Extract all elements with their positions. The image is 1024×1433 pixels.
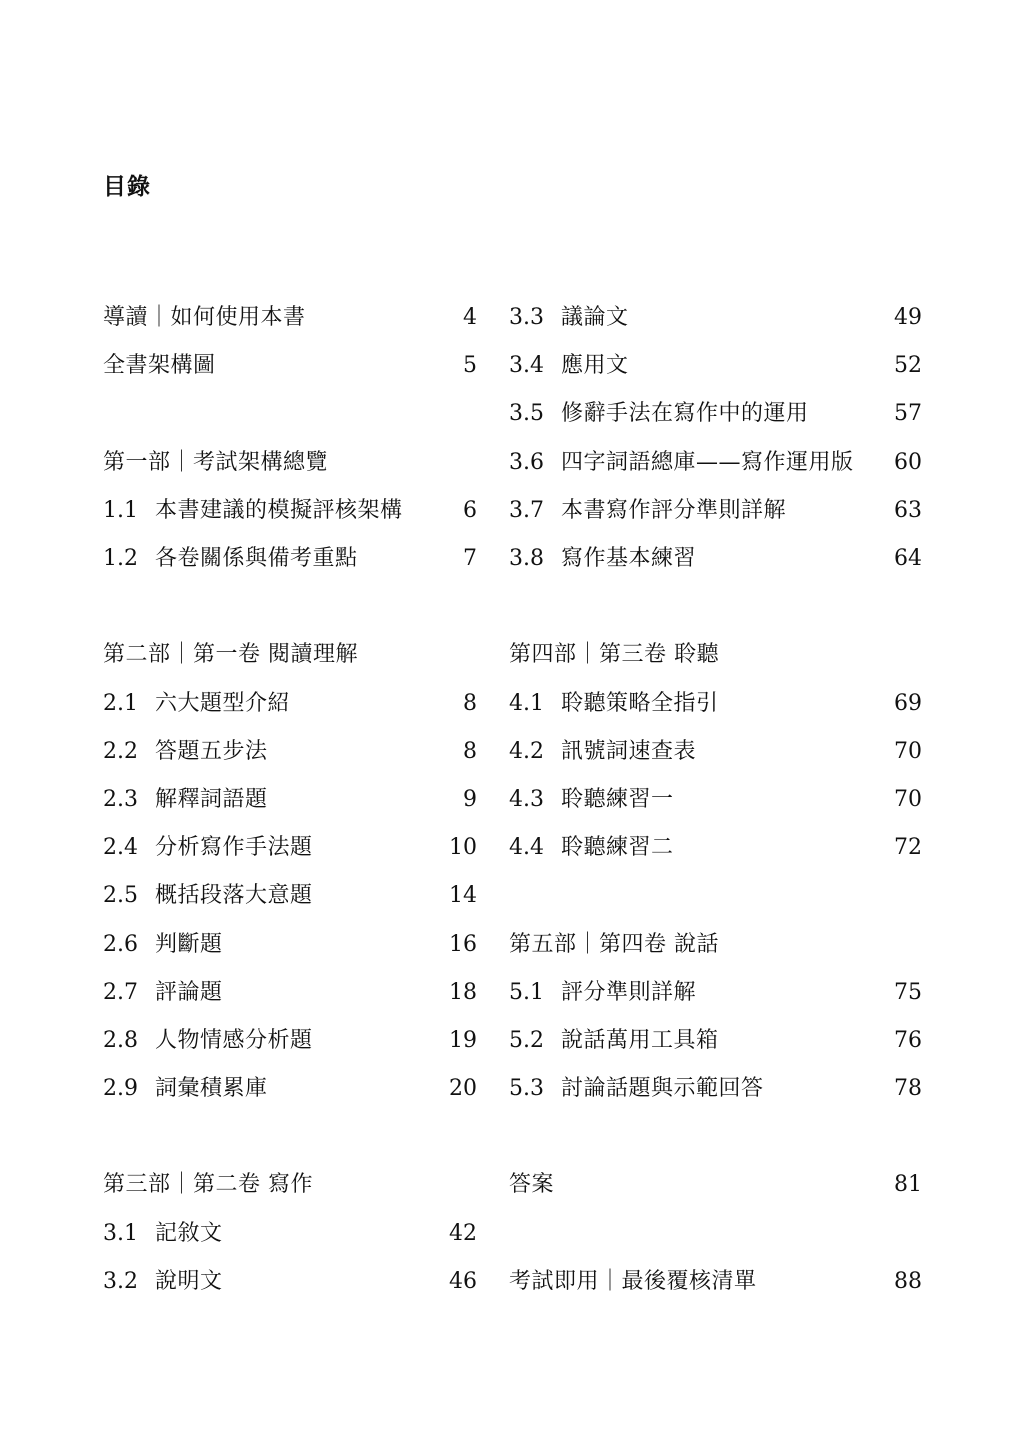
toc-entry-page-number: 19 <box>449 1027 477 1053</box>
toc-entry-title: 評分準則詳解 <box>561 979 697 1005</box>
toc-entry-number: 3.7 <box>509 497 544 523</box>
toc-entry <box>509 487 922 535</box>
toc-entry <box>103 1258 477 1306</box>
toc-entry-number: 3.4 <box>509 353 544 379</box>
toc-entry-number: 1.1 <box>103 497 138 523</box>
toc-entry-number: 4.1 <box>509 690 544 716</box>
toc-entry-number: 2.5 <box>103 883 138 909</box>
toc-entry-page-number: 42 <box>449 1220 477 1246</box>
toc-entry-page-number: 5 <box>463 353 477 379</box>
toc-entry-title: 答題五步法 <box>155 738 268 764</box>
toc-entry-title: 議論文 <box>561 305 629 331</box>
toc-entry-page-number: 8 <box>463 738 477 764</box>
toc-entry <box>509 294 922 342</box>
toc-entry <box>509 776 922 824</box>
toc-entry-title: 聆聽策略全指引 <box>561 690 719 716</box>
toc-entry <box>509 390 922 438</box>
toc-part-title: 第三部｜第二卷 寫作 <box>103 1172 313 1198</box>
toc-entry-page-number: 10 <box>449 835 477 861</box>
toc-part-heading <box>103 1161 477 1209</box>
page-title: 目錄 <box>103 173 151 201</box>
toc-entry <box>509 1065 922 1113</box>
toc-entry-number: 2.6 <box>103 931 138 957</box>
toc-spacer <box>103 1113 477 1161</box>
toc-entry-title: 詞彙積累庫 <box>155 1076 268 1102</box>
toc-entry <box>509 1017 922 1065</box>
toc-entry-page-number: 52 <box>894 353 922 379</box>
toc-spacer <box>509 1210 922 1258</box>
toc-entry-title: 考試即用｜最後覆核清單 <box>509 1268 757 1294</box>
toc-entry-page-number: 78 <box>894 1076 922 1102</box>
toc-entry-title: 聆聽練習二 <box>561 835 674 861</box>
toc-entry-page-number: 75 <box>894 979 922 1005</box>
toc-entry-number: 1.2 <box>103 546 138 572</box>
toc-entry <box>103 872 477 920</box>
toc-entry-page-number: 70 <box>894 786 922 812</box>
toc-entry <box>103 487 477 535</box>
toc-entry-title: 訊號詞速查表 <box>561 738 697 764</box>
toc-entry-title: 應用文 <box>561 353 629 379</box>
toc-entry-page-number: 76 <box>894 1027 922 1053</box>
toc-entry-title: 答案 <box>509 1172 555 1198</box>
toc-spacer <box>103 390 477 438</box>
toc-entry-number: 3.3 <box>509 305 544 331</box>
toc-entry-number: 2.8 <box>103 1027 138 1053</box>
toc-entry-title: 聆聽練習一 <box>561 786 674 812</box>
toc-entry-page-number: 9 <box>463 786 477 812</box>
toc-entry <box>509 439 922 487</box>
toc-part-title: 第四部｜第三卷 聆聽 <box>509 642 719 668</box>
toc-entry <box>103 969 477 1017</box>
toc-entry <box>103 342 477 390</box>
toc-entry <box>103 680 477 728</box>
toc-left-column <box>103 294 477 1306</box>
toc-entry-number: 5.3 <box>509 1076 544 1102</box>
toc-entry-title: 六大題型介紹 <box>155 690 291 716</box>
toc-part-heading <box>509 631 922 679</box>
toc-entry <box>509 342 922 390</box>
toc-entry <box>103 1065 477 1113</box>
toc-entry-number: 3.8 <box>509 546 544 572</box>
toc-entry <box>509 824 922 872</box>
toc-entry-number: 5.2 <box>509 1027 544 1053</box>
toc-entry-title: 討論話題與示範回答 <box>561 1076 764 1102</box>
toc-entry-title: 概括段落大意題 <box>155 883 313 909</box>
toc-entry-number: 2.2 <box>103 738 138 764</box>
toc-entry-page-number: 49 <box>894 305 922 331</box>
toc-entry-title: 本書寫作評分準則詳解 <box>561 497 787 523</box>
toc-entry <box>103 1017 477 1065</box>
toc-entry-number: 2.3 <box>103 786 138 812</box>
toc-entry-title: 判斷題 <box>155 931 223 957</box>
toc-entry-title: 本書建議的模擬評核架構 <box>155 497 403 523</box>
toc-entry-page-number: 8 <box>463 690 477 716</box>
toc-entry-title: 說明文 <box>155 1268 223 1294</box>
toc-right-column <box>509 294 922 1306</box>
toc-entry-number: 5.1 <box>509 979 544 1005</box>
toc-entry-page-number: 6 <box>463 497 477 523</box>
toc-entry-title: 記敘文 <box>155 1220 223 1246</box>
toc-entry-page-number: 14 <box>449 883 477 909</box>
toc-spacer <box>509 872 922 920</box>
toc-entry-page-number: 46 <box>449 1268 477 1294</box>
toc-entry-page-number: 72 <box>894 835 922 861</box>
toc-entry <box>509 680 922 728</box>
toc-entry-page-number: 64 <box>894 546 922 572</box>
toc-entry-page-number: 70 <box>894 738 922 764</box>
toc-entry <box>509 535 922 583</box>
toc-entry-title: 評論題 <box>155 979 223 1005</box>
toc-entry-title: 人物情感分析題 <box>155 1027 313 1053</box>
toc-entry-title: 解釋詞語題 <box>155 786 268 812</box>
toc-entry-number: 2.7 <box>103 979 138 1005</box>
toc-entry <box>103 776 477 824</box>
toc-entry-page-number: 88 <box>894 1268 922 1294</box>
toc-entry-number: 4.2 <box>509 738 544 764</box>
toc-entry-title: 四字詞語總庫——寫作運用版 <box>561 449 854 475</box>
toc-entry-page-number: 60 <box>894 449 922 475</box>
toc-part-title: 第二部｜第一卷 閱讀理解 <box>103 642 358 668</box>
toc-entry-page-number: 57 <box>894 401 922 427</box>
toc-entry-title: 修辭手法在寫作中的運用 <box>561 401 809 427</box>
toc-part-heading <box>509 920 922 968</box>
toc-entry-page-number: 20 <box>449 1076 477 1102</box>
toc-entry-number: 2.4 <box>103 835 138 861</box>
toc-part-heading <box>103 439 477 487</box>
toc-entry-number: 2.1 <box>103 690 138 716</box>
toc-spacer <box>509 583 922 631</box>
toc-entry <box>509 728 922 776</box>
toc-entry-page-number: 63 <box>894 497 922 523</box>
toc-part-title: 第一部｜考試架構總覽 <box>103 449 329 475</box>
toc-entry <box>103 535 477 583</box>
toc-entry-number: 2.9 <box>103 1076 138 1102</box>
toc-entry <box>509 1161 922 1209</box>
toc-entry-title: 寫作基本練習 <box>561 546 697 572</box>
toc-entry-page-number: 16 <box>449 931 477 957</box>
toc-entry-title: 導讀｜如何使用本書 <box>103 305 306 331</box>
toc-entry-page-number: 81 <box>894 1172 922 1198</box>
toc-entry <box>103 294 477 342</box>
toc-entry <box>103 728 477 776</box>
toc-entry <box>509 1258 922 1306</box>
toc-part-heading <box>103 631 477 679</box>
toc-entry-title: 各卷關係與備考重點 <box>155 546 358 572</box>
toc-entry-number: 3.1 <box>103 1220 138 1246</box>
toc-entry-number: 3.6 <box>509 449 544 475</box>
toc-entry-page-number: 4 <box>463 305 477 331</box>
toc-entry <box>509 969 922 1017</box>
toc-entry-number: 3.2 <box>103 1268 138 1294</box>
toc-entry-title: 說話萬用工具箱 <box>561 1027 719 1053</box>
toc-entry-page-number: 18 <box>449 979 477 1005</box>
toc-entry-title: 全書架構圖 <box>103 353 216 379</box>
toc-entry-page-number: 7 <box>463 546 477 572</box>
toc-entry-title: 分析寫作手法題 <box>155 835 313 861</box>
toc-entry-number: 4.3 <box>509 786 544 812</box>
toc-entry-number: 4.4 <box>509 835 544 861</box>
toc-spacer <box>509 1113 922 1161</box>
toc-entry-number: 3.5 <box>509 401 544 427</box>
toc-entry <box>103 824 477 872</box>
toc-entry <box>103 920 477 968</box>
toc-part-title: 第五部｜第四卷 說話 <box>509 931 719 957</box>
toc-entry-page-number: 69 <box>894 690 922 716</box>
toc-entry <box>103 1210 477 1258</box>
toc-spacer <box>103 583 477 631</box>
